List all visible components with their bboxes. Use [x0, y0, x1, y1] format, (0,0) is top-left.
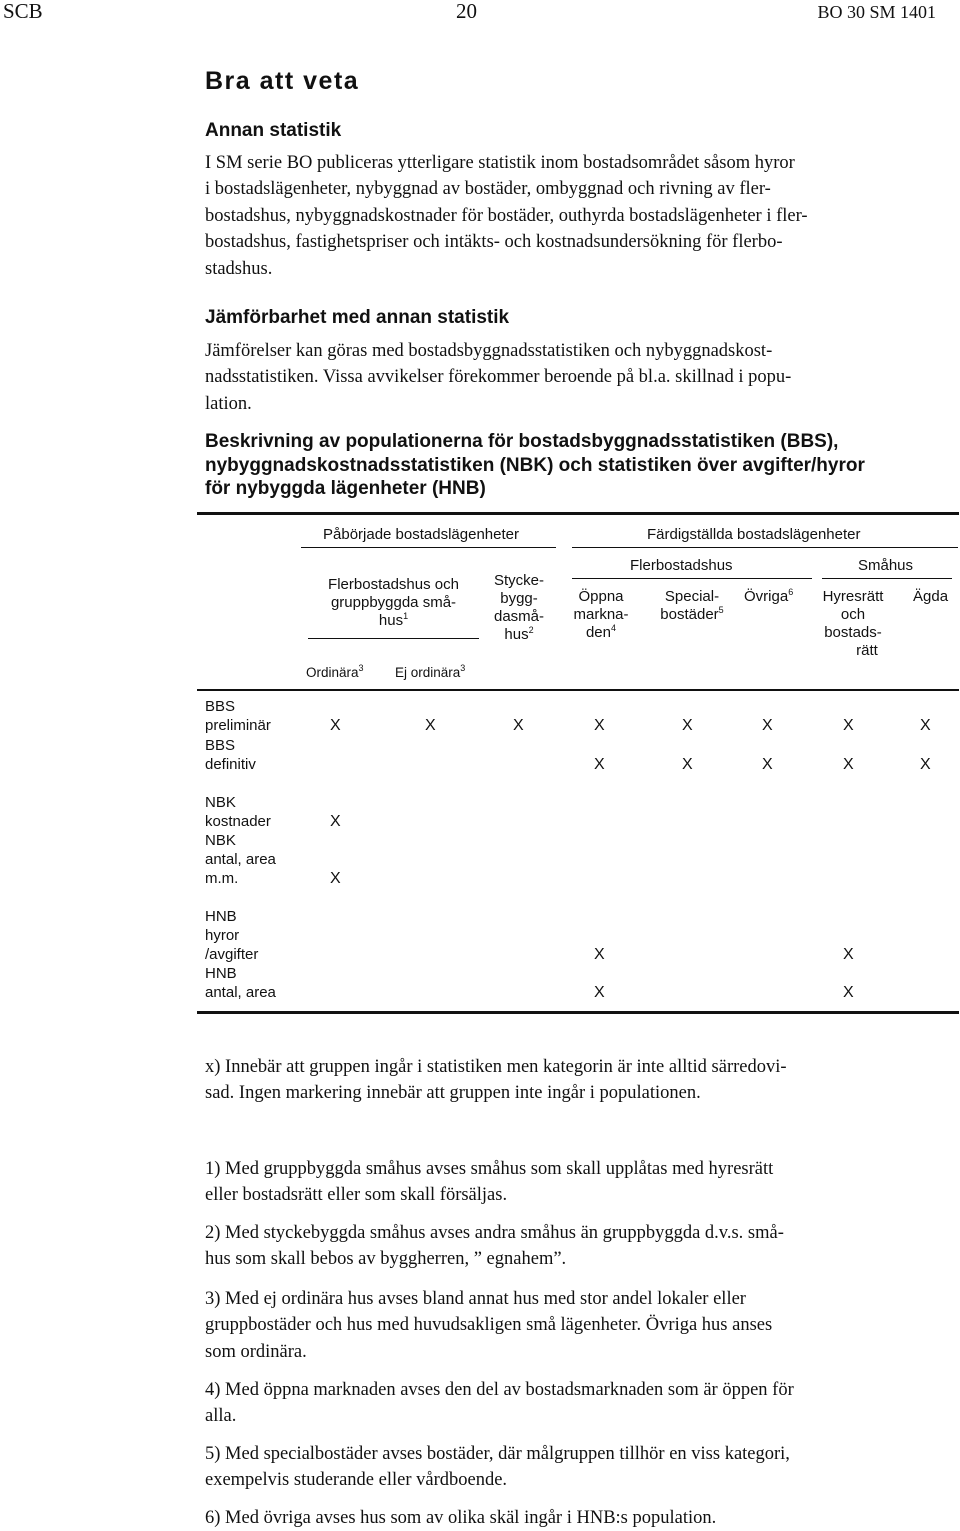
rule-flerbostadshus	[572, 578, 812, 579]
text-line: 3) Med ej ordinära hus avses bland annat hus med stor andel lokaler eller	[205, 1289, 746, 1309]
rule-fler-grupp	[308, 638, 479, 639]
cell-mark: X	[762, 756, 773, 774]
header-line: Stycke-	[493, 572, 544, 589]
header-line: Öppna	[578, 588, 624, 605]
col-header-styck	[482, 572, 556, 644]
row-label-line: preliminär	[205, 717, 271, 735]
text-line: Beskrivning av populationerna för bostadsbyggnadsstatistiken (BBS),	[205, 431, 839, 452]
footnote-marker: 5	[718, 605, 724, 615]
row-label-line: HNB	[205, 965, 237, 982]
note-3	[205, 1286, 933, 1365]
row-label-line: BBS	[205, 698, 236, 715]
col-header-hyresratt	[813, 588, 893, 660]
col-header-agda: Ägda	[913, 588, 949, 605]
row-label-line: m.m.	[205, 870, 239, 888]
text-line: 1) Med gruppbyggda småhus avses småhus som skall upplåtas med hyresrätt	[205, 1159, 774, 1179]
cell-mark: X	[843, 946, 854, 964]
subheader-flerbostadshus: Flerbostadshus	[630, 557, 733, 574]
row-label	[205, 793, 271, 831]
footnote-x	[205, 1054, 933, 1107]
row-label	[205, 964, 276, 1002]
note-2	[205, 1220, 933, 1273]
cell-mark: X	[682, 756, 693, 774]
col-header-ovriga	[744, 588, 793, 605]
text-line: alla.	[205, 1406, 237, 1427]
header-line: Ej ordinära	[395, 665, 461, 680]
header-line: Special-	[664, 588, 720, 605]
row-label-line: kostnader	[205, 813, 271, 831]
table-bottom-rule	[197, 1011, 959, 1014]
header-left: SCB	[3, 0, 43, 23]
footnote-marker: 2	[528, 625, 534, 635]
table-top-rule	[197, 512, 959, 515]
col-header-special	[650, 588, 734, 624]
col-header-oppna	[566, 588, 636, 642]
header-line: Hyresrätt	[822, 588, 884, 605]
header-line: Flerbostadshus och	[328, 576, 459, 593]
jamforbarhet-paragraph	[205, 338, 933, 417]
row-label-line: antal, area	[205, 984, 276, 1002]
subheader-smahus: Småhus	[858, 557, 914, 574]
header-line: bostäder	[660, 606, 719, 623]
header-line: gruppbyggda små-	[330, 594, 457, 611]
page-title: Bra att veta	[205, 67, 360, 95]
footnote-marker: 6	[788, 587, 794, 597]
col-header-fler-grupp	[308, 576, 479, 630]
cell-mark: X	[682, 717, 693, 735]
header-right: BO 30 SM 1401	[817, 2, 936, 22]
text-line: sad. Ingen markering innebär att gruppen inte ingår i populationen.	[205, 1083, 701, 1104]
row-label-line: NBK	[205, 832, 236, 849]
row-label	[205, 736, 256, 774]
cell-mark: X	[920, 756, 931, 774]
col-header-ordinara	[306, 665, 364, 680]
text-line: bostadshus, fastighetspriser och intäkts- och kostnadsundersökning för flerbo-	[205, 232, 783, 253]
row-label-line: definitiv	[205, 756, 256, 774]
cell-mark: X	[330, 870, 341, 888]
note-1	[205, 1156, 933, 1209]
rule-smahus	[822, 578, 952, 579]
rule-paborjade	[301, 547, 556, 548]
section-heading-annan: Annan statistik	[205, 120, 342, 141]
header-line: bygg-	[500, 590, 538, 607]
text-line: i bostadslägenheter, nybyggnad av bostäder, ombyggnad och rivning av fler-	[205, 179, 771, 200]
cell-mark: X	[594, 946, 605, 964]
header-line: Övriga	[744, 588, 789, 605]
header-line: rätt	[856, 642, 878, 659]
header-line: hus	[378, 612, 404, 629]
row-label	[205, 831, 276, 888]
note-6	[205, 1505, 933, 1531]
col-header-ej-ordinara	[395, 665, 465, 680]
cell-mark: X	[843, 984, 854, 1002]
cell-mark: X	[920, 717, 931, 735]
text-line: x) Innebär att gruppen ingår i statistiken men kategorin är inte alltid särredovi-	[205, 1057, 787, 1077]
text-line: 5) Med specialbostäder avses bostäder, där målgruppen tillhör en viss kategori,	[205, 1444, 790, 1464]
footnote-marker: 1	[403, 611, 409, 621]
text-line: 4) Med öppna marknaden avses den del av bostadsmarknaden som är öppen för	[205, 1380, 794, 1400]
note-4	[205, 1377, 933, 1430]
row-label	[205, 697, 271, 735]
row-label-line: antal, area	[205, 851, 276, 869]
cell-mark: X	[762, 717, 773, 735]
row-label-line: HNB	[205, 908, 237, 925]
header-line: Ordinära	[306, 665, 359, 680]
row-label-line: /avgifter	[205, 946, 259, 964]
text-line: för nybyggda lägenheter (HNB)	[205, 478, 486, 499]
footnote-marker: 3	[460, 663, 466, 673]
row-label-line: NBK	[205, 794, 236, 811]
text-line: Jämförelser kan göras med bostadsbyggnadsstatistiken och nybyggnadskost-	[205, 341, 773, 361]
text-line: exempelvis studerande eller vårdboende.	[205, 1470, 508, 1491]
cell-mark: X	[594, 717, 605, 735]
row-label-line: hyror	[205, 927, 240, 945]
table-heading	[205, 430, 865, 501]
text-line: lation.	[205, 393, 252, 414]
note-5	[205, 1441, 933, 1494]
table-header-rule	[197, 689, 959, 691]
cell-mark: X	[513, 717, 524, 735]
cell-mark: X	[425, 717, 436, 735]
text-line: stadshus.	[205, 258, 273, 279]
cell-mark: X	[330, 717, 341, 735]
cell-mark: X	[843, 717, 854, 735]
page-number: 20	[456, 0, 477, 23]
rule-fardig	[572, 547, 958, 548]
text-line: I SM serie BO publiceras ytterligare statistik inom bostadsområdet såsom hyror	[205, 153, 795, 173]
cell-mark: X	[594, 984, 605, 1002]
text-line: 2) Med styckebyggda småhus avses andra småhus än gruppbyggda d.v.s. små-	[205, 1223, 784, 1243]
header-line: hus	[504, 626, 529, 643]
cell-mark: X	[330, 813, 341, 831]
header-line: den	[585, 624, 611, 641]
annan-paragraph	[205, 150, 933, 282]
footnote-marker: 3	[358, 663, 364, 673]
cell-mark: X	[594, 756, 605, 774]
text-line: 6) Med övriga avses hus som av olika skäl ingår i HNB:s population.	[205, 1508, 717, 1528]
text-line: hus som skall bebos av byggherren, ” egnahem”.	[205, 1249, 567, 1270]
section-heading-jamforbarhet: Jämförbarhet med annan statistik	[205, 307, 510, 328]
cell-mark: X	[843, 756, 854, 774]
text-line: som ordinära.	[205, 1341, 307, 1362]
header-line: och	[840, 606, 866, 623]
group-header-fardig: Färdigställda bostadslägenheter	[647, 526, 861, 543]
header-line: markna-	[573, 606, 629, 623]
footnote-marker: 4	[611, 623, 617, 633]
text-line: bostadshus, nybyggnadskostnader för bostäder, outhyrda bostadslägenheter i fler-	[205, 205, 808, 226]
row-label-line: BBS	[205, 737, 236, 754]
text-line: gruppbostäder och hus med huvudsakligen små lägenheter. Övriga hus anses	[205, 1315, 773, 1336]
header-line: dasmå-	[493, 608, 545, 625]
text-line: nadsstatistiken. Vissa avvikelser förekommer beroende på bl.a. skillnad i popu-	[205, 367, 792, 388]
text-line: nybyggnadskostnadsstatistiken (NBK) och statistiken över avgifter/hyror	[205, 454, 865, 476]
group-header-paborjade: Påbörjade bostadslägenheter	[323, 526, 519, 543]
row-label	[205, 907, 258, 964]
header-line: bostads-	[824, 624, 882, 641]
text-line: eller bostadsrätt eller som skall försäljas.	[205, 1185, 508, 1206]
